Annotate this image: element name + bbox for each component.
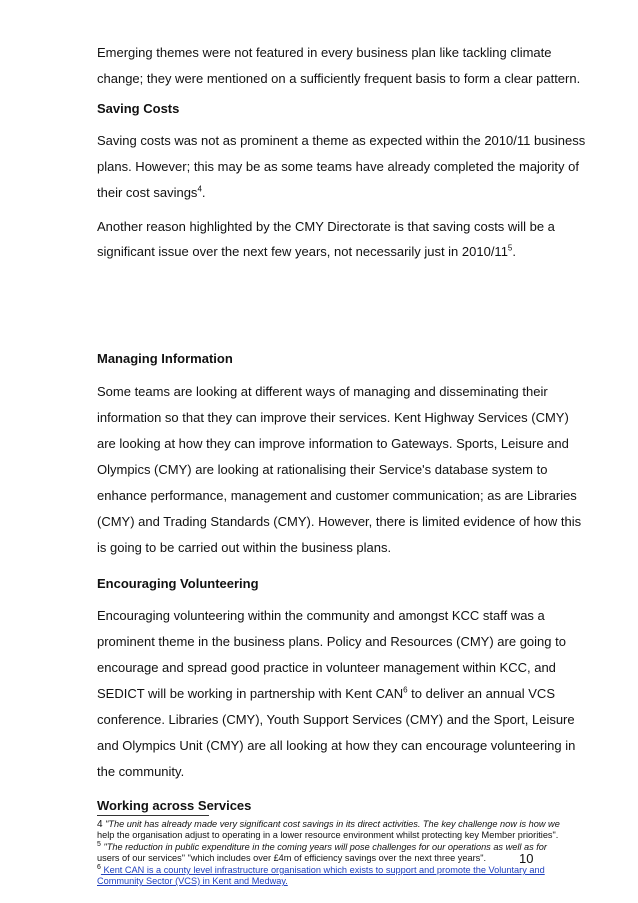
footnote-5-text: "The reduction in public expenditure in the coming years will pose challenges for our operations as well as for <box>100 842 547 852</box>
footnote-4-line-1 <box>97 819 560 830</box>
managing-line-4: Olympics (CMY) are looking at rationalising their Service's database system to <box>97 462 548 477</box>
intro-line-2: change; they were mentioned on a sufficiently frequent basis to form a clear pattern. <box>97 71 581 86</box>
saving-para1-line-2: plans. However; this may be as some teams have already completed the majority of <box>97 159 579 174</box>
footnote-4-number: 4 <box>97 819 103 830</box>
volunteering-line-2: prominent theme in the business plans. Policy and Resources (CMY) are going to <box>97 634 566 649</box>
heading-managing-information: Managing Information <box>97 351 233 366</box>
volunteering-line-4-text: SEDICT will be working in partnership with Kent CAN <box>97 686 404 701</box>
heading-working-across-services: Working across Services <box>97 798 252 813</box>
intro-line-1: Emerging themes were not featured in every business plan like tackling climate <box>97 45 552 60</box>
saving-para1-line-1: Saving costs was not as prominent a theme as expected within the 2010/11 business <box>97 133 586 148</box>
footnote-6-line-2-link[interactable]: Community Sector (VCS) in Kent and Medway. <box>97 876 288 886</box>
heading-saving-costs: Saving Costs <box>97 101 180 116</box>
volunteering-line-6: and Olympics Unit (CMY) are all looking at how they can encourage volunteering in <box>97 738 576 753</box>
footnote-5-line-2: users of our services" "which includes over £4m of efficiency savings over the next three years". <box>97 853 487 863</box>
managing-line-3: are looking at how they can improve information to Gateways. Sports, Leisure and <box>97 436 569 451</box>
managing-line-7: is going to be carried out within the business plans. <box>97 540 392 555</box>
saving-para2-line-1: Another reason highlighted by the CMY Directorate is that saving costs will be a <box>97 219 555 234</box>
volunteering-line-5: conference. Libraries (CMY), Youth Support Services (CMY) and the Sport, Leisure <box>97 712 575 727</box>
saving-para2-line-2 <box>97 244 516 260</box>
managing-line-1: Some teams are looking at different ways of managing and disseminating their <box>97 384 548 399</box>
saving-para1-line-3 <box>97 185 206 201</box>
saving-para1-line-3-end: . <box>201 185 206 200</box>
volunteering-line-7: the community. <box>97 764 185 779</box>
managing-line-2: information so that they can improve their services. Kent Highway Services (CMY) <box>97 410 569 425</box>
volunteering-line-1: Encouraging volunteering within the community and amongst KCC staff was a <box>97 608 545 623</box>
managing-line-5: enhance performance, management and customer communication; as are Libraries <box>97 488 577 503</box>
saving-para1-line-3-text: their cost savings <box>97 185 198 200</box>
footnote-4-text: "The unit has already made very significant cost savings in its direct activities. The key challenge now is how we <box>102 819 560 829</box>
footnote-6-link[interactable]: Kent CAN is a county level infrastructure organisation which exists to support and promote the Voluntary and <box>100 865 545 875</box>
footnote-5-number: 5 <box>97 840 101 848</box>
footnote-5-line-1 <box>97 842 547 853</box>
footnote-ref-4[interactable]: 4 <box>197 184 202 194</box>
page-number: 10 <box>519 851 534 866</box>
saving-para2-line-2-end: . <box>512 244 516 259</box>
footnote-ref-5[interactable]: 5 <box>507 243 513 253</box>
volunteering-line-4 <box>97 686 555 702</box>
saving-para2-line-2-text: significant issue over the next few years, not necessarily just in 2010/11 <box>97 244 508 259</box>
volunteering-line-4-end: to deliver an annual VCS <box>407 686 555 701</box>
footnote-4-line-2: help the organisation adjust to operating in a lower resource environment whilst protecting key Member priorities". <box>97 830 559 840</box>
heading-encouraging-volunteering: Encouraging Volunteering <box>97 576 259 591</box>
footnote-ref-6[interactable]: 6 <box>403 685 408 695</box>
footnote-6-line-1 <box>97 865 545 876</box>
footnote-separator <box>97 815 209 816</box>
volunteering-line-3: encourage and spread good practice in volunteer management within KCC, and <box>97 660 556 675</box>
managing-line-6: (CMY) and Trading Standards (CMY). However, there is limited evidence of how this <box>97 514 582 529</box>
footnote-6-number: 6 <box>97 863 101 871</box>
